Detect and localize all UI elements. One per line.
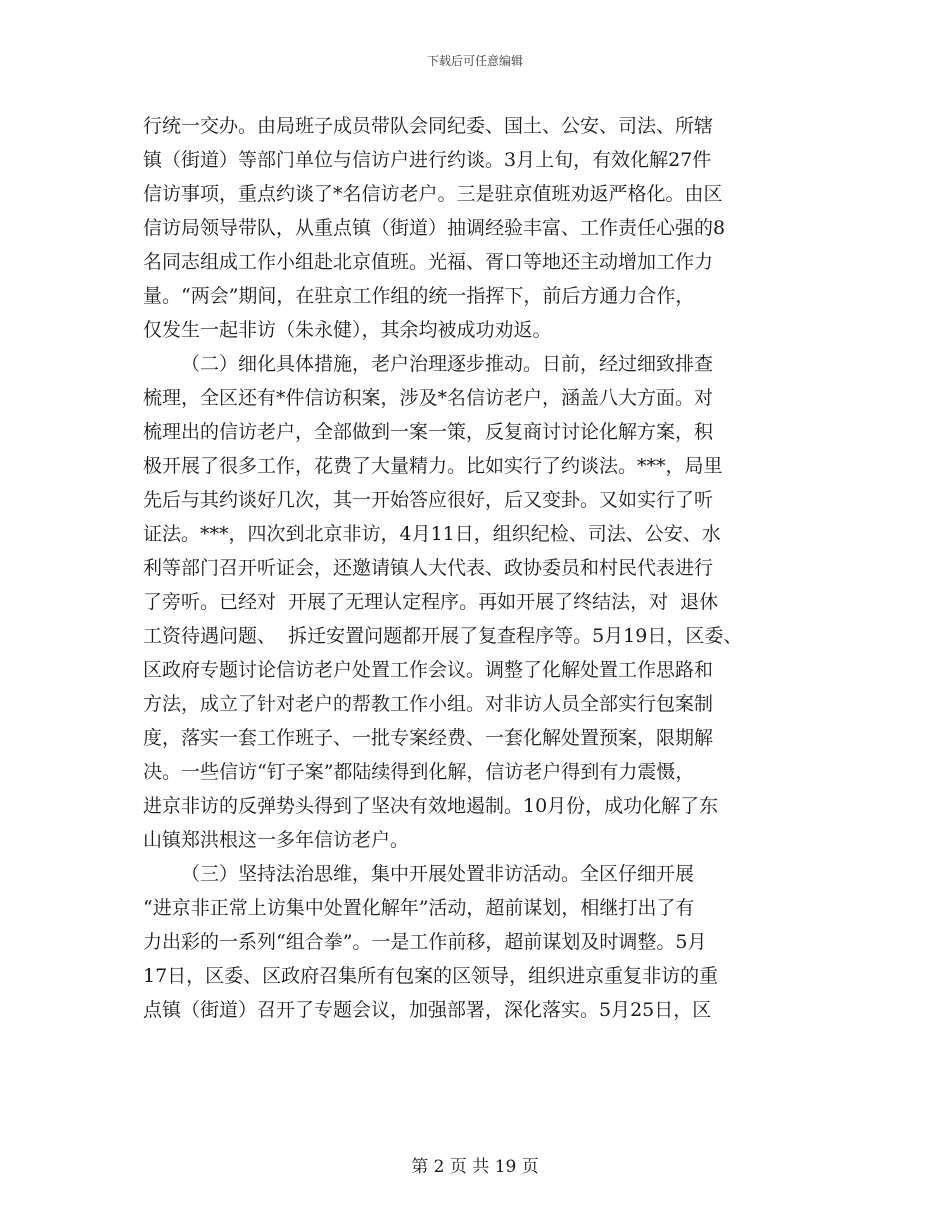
text-line: 行统一交办。由局班子成员带队会同纪委、国土、公安、司法、所辖 xyxy=(143,115,714,137)
text-line: 信访局领导带队，从重点镇（街道）抽调经验丰富、工作责任心强的8 xyxy=(143,217,726,239)
text-line: 名同志组成工作小组赴北京值班。光福、胥口等地还主动增加工作力 xyxy=(143,251,714,273)
text-line: 镇（街道）等部门单位与信访户进行约谈。3月上旬，有效化解27件 xyxy=(143,149,712,171)
text-line: 利等部门召开听证会，还邀请镇人大代表、政协委员和村民代表进行 xyxy=(143,557,714,579)
text-line: 了旁听。已经对 开展了无理认定程序。再如开展了终结法，对 退休 xyxy=(143,591,719,613)
paragraph-start-line: （三）坚持法治思维，集中开展处置非访活动。全区仔细开展 xyxy=(181,863,695,885)
text-line: 梳理，全区还有*件信访积案，涉及*名信访老户，涵盖八大方面。对 xyxy=(143,387,714,409)
text-line: 证法。***，四次到北京非访，4月11日，组织纪检、司法、公安、水 xyxy=(143,523,721,545)
text-line: 区政府专题讨论信访老户处置工作会议。调整了化解处置工作思路和 xyxy=(143,659,714,681)
page-number: 第 2 页 共 19 页 xyxy=(411,1157,539,1177)
text-line: 决。一些信访“钉子案”都陆续得到化解，信访老户得到有力震慑， xyxy=(143,761,695,783)
text-line: 梳理出的信访老户，全部做到一案一策，反复商讨讨论化解方案，积 xyxy=(143,421,714,443)
text-line: 方法，成立了针对老户的帮教工作小组。对非访人员全部实行包案制 xyxy=(143,693,714,715)
text-line: 信访事项，重点约谈了*名信访老户。三是驻京值班劝返严格化。由区 xyxy=(143,183,723,205)
text-line: 度，落实一套工作班子、一批专案经费、一套化解处置预案，限期解 xyxy=(143,727,714,749)
text-line: 点镇（街道）召开了专题会议，加强部署，深化落实。5月25日，区 xyxy=(143,999,712,1021)
text-line: 先后与其约谈好几次，其一开始答应很好，后又变卦。又如实行了听 xyxy=(143,489,714,511)
text-line: “进京非正常上访集中处置化解年”活动，超前谋划，相继打出了有 xyxy=(143,897,695,919)
text-line: 力出彩的一系列“组合拳”。一是工作前移，超前谋划及时调整。5月 xyxy=(143,931,707,953)
text-line: 17日，区委、区政府召集所有包案的区领导，组织进京重复非访的重 xyxy=(143,965,719,987)
text-line: 山镇郑洪根这一多年信访老户。 xyxy=(143,829,410,851)
paragraph-start-line: （二）细化具体措施，老户治理逐步推动。日前，经过细致排查 xyxy=(181,353,714,375)
text-line: 量。“两会”期间，在驻京工作组的统一指挥下，前后方通力合作， xyxy=(143,285,695,307)
page-header: 下载后可任意编辑 xyxy=(426,54,523,68)
text-line: 极开展了很多工作，花费了大量精力。比如实行了约谈法。***，局里 xyxy=(143,455,723,477)
text-line: 工资待遇问题、 拆迁安置问题都开展了复查程序等。5月19日，区委、 xyxy=(143,625,743,647)
text-line: 仅发生一起非访（朱永健），其余均被成功劝返。 xyxy=(143,319,552,341)
text-line: 进京非访的反弹势头得到了坚决有效地遏制。10月份，成功化解了东 xyxy=(143,795,719,817)
document-body xyxy=(143,109,823,1027)
